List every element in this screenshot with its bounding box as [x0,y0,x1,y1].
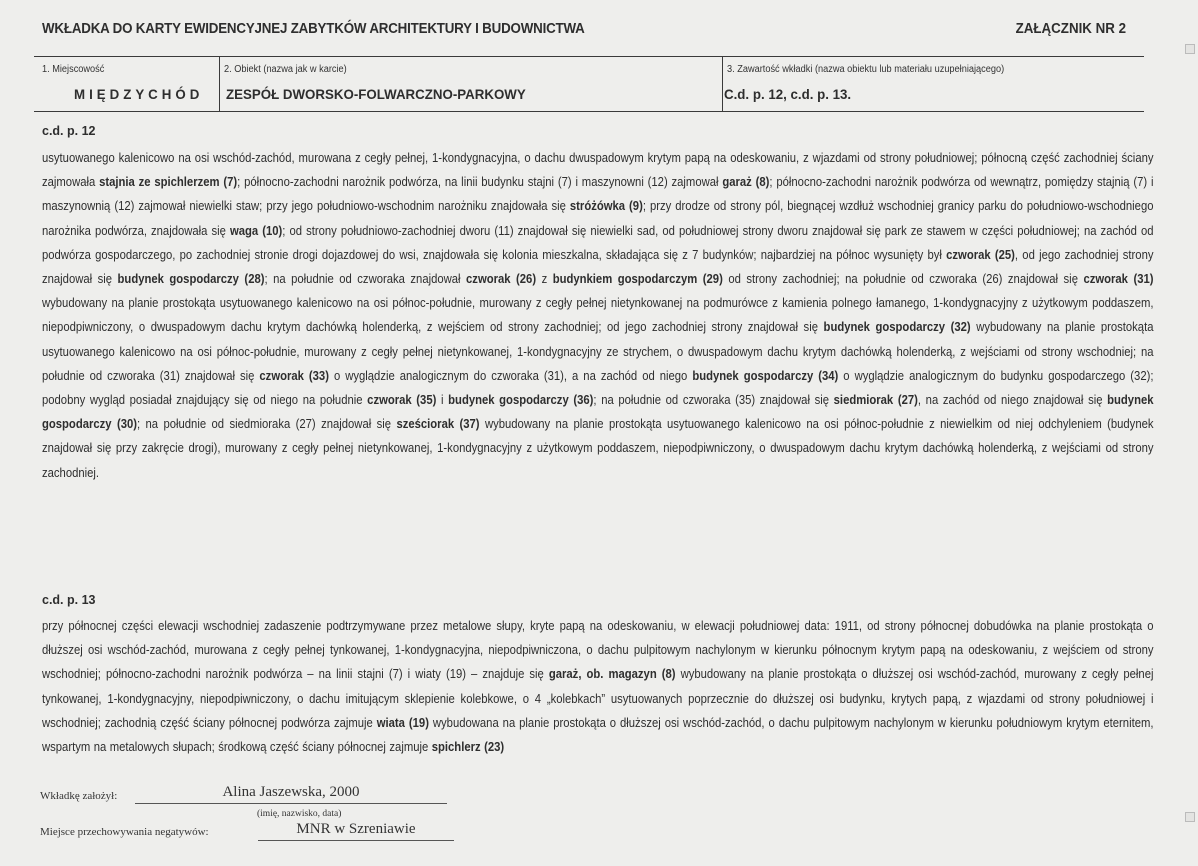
section-text-run: z [536,271,553,287]
field-divider-1 [219,56,220,111]
section-text-run: wybudowany na planie prostokąta usytuowanego kalenicowo na osi północ-południe z niewielkim od niej odchyleniem (budynek znajdował się przy zakręcie drogi), murowany z cegły pełnej nietynkowanej, 1-kondygnacyjny z użytkowym poddaszem, niepodpiwniczony, o dwuspadowym dachu krytym dachówką holenderką, z wejściami od strony zachodniej. [42,416,1154,480]
header-top-rule [34,56,1144,57]
section-text-run: ; na południe od siedmioraka (27) znajdował się [136,416,397,432]
highlighted-building-name: wiata (19) [376,714,429,730]
section-text-run: , od jego zachodniej strony znajdował się [42,246,1154,287]
section-text-run: wybudowany na planie prostokąta usytuowanego kalenicowo na osi północ-południe, murowany z cegły pełnej nietynkowanej, 1-kondygnacyjny ze strychem, o dwuspadowym dachu krytym dachówką holenderką, z wejściami od strony wschodniej; na południe od czworaka (31) znajdował się [42,319,1154,383]
highlighted-building-name: spichlerz (23) [431,739,505,755]
object-value: ZESPÓŁ DWORSKO-FOLWARCZNO-PARKOWY [226,86,526,102]
section-text-run: ; północno-zachodni narożnik podwórza, na linii budynku stajni (7) i maszynowni (12) zajmował [237,174,723,190]
highlighted-building-name: budynek gospodarczy (28) [117,271,265,287]
contents-value: C.d. p. 12, c.d. p. 13. [724,86,852,102]
object-label: 2. Obiekt (nazwa jak w karcie) [224,64,347,75]
author-note: (imię, nazwisko, data) [257,809,342,819]
scan-edge-mark [1185,812,1195,822]
author-underline [135,803,447,804]
section-text-run: ; od strony południowo-zachodniej dworu (11) znajdował się niewielki sad, od południowej strony dworu znajdował się park ze stawem w części południowej; na zachód od podwórza gospodarczego, po zachodniej stronie drogi dojazdowej do wsi, znajdowała się kolonia mieszkalna, składająca się z 7 budynków; najbardziej na północ wysunięty był [42,222,1154,262]
section-text-run: usytuowanego kalenicowo na osi wschód-zachód, murowana z cegły pełnej, 1-kondygnacyjna, o dachu dwuspadowym krytym papą na odeskowaniu, z wjazdami od strony południowej; północną część zachodniej ściany zajmowała [42,150,1154,190]
highlighted-building-name: waga (10) [229,222,283,238]
section-heading: c.d. p. 13 [42,593,96,607]
author-label: Wkładkę założył: [40,790,118,802]
highlighted-building-name: budynek gospodarczy (30) [42,392,1154,432]
highlighted-building-name: budynek gospodarczy (34) [692,367,839,383]
highlighted-building-name: czworak (25) [946,246,1015,262]
section-heading: c.d. p. 12 [42,124,96,138]
highlighted-building-name: budynek gospodarczy (32) [823,319,971,335]
section-text-run: ; na południe od czworaka (35) znajdował się [593,392,834,408]
highlighted-building-name: czworak (26) [466,271,537,287]
field-divider-2 [722,56,723,111]
document-title: WKŁADKA DO KARTY EWIDENCYJNEJ ZABYTKÓW ARCHITEKTURY I BUDOWNICTWA [42,21,585,37]
highlighted-building-name: garaż, ob. magazyn (8) [548,666,676,682]
highlighted-building-name: sześciorak (37) [396,416,480,432]
storage-label: Miejsce przechowywania negatywów: [40,826,209,838]
section-text-run: wybudowany na planie prostokąta usytuowanego kalenicowo na osi północ-południe, murowany z cegły pełnej nietynkowanej na podmurówce z kamienia polnego łamanego, 1-kondygnacyjny z użytkowym poddaszem, niepodpiwniczony, o dwuspadowym dachu krytym dachówką holenderką, z wejściem od strony zachodniej; od jego zachodniej strony znajdował się [42,295,1154,335]
section-text-run: ; na południe od czworaka znajdował [264,271,467,287]
town-value: MIĘDZYCHÓD [74,86,204,102]
highlighted-building-name: budynek gospodarczy (36) [448,392,594,408]
highlighted-building-name: czworak (35) [367,392,437,408]
scan-edge-mark [1185,44,1195,54]
section-text [42,614,1154,759]
storage-underline [258,840,454,841]
highlighted-building-name: stajnia ze spichlerzem (7) [99,174,238,190]
section-text-run: od strony zachodniej; na południe od czworaka (26) znajdował się [722,271,1084,287]
annex-number: ZAŁĄCZNIK NR 2 [1015,21,1126,37]
highlighted-building-name: budynkiem gospodarczym (29) [552,271,723,287]
highlighted-building-name: siedmiorak (27) [833,392,918,408]
contents-label: 3. Zawartość wkładki (nazwa obiektu lub materiału uzupełniającego) [727,64,1005,75]
section-text-run: o wyglądzie analogicznym do czworaka (31), a na zachód od niego [328,367,693,383]
section-text-run: wybudowany na planie prostokąta o dłuższej osi wschód-zachód, murowany z cegły pełnej tynkowanej, 1-kondygnacyjny, niepodpiwniczony, o dachu imitującym sklepienie kolebkowe, o 4 „kolebkach” usytuowanych poprzecznie do dłuższej osi budynku, krytych papą, z wjazdami od strony południowej i wschodniej; zachodnią część ściany północnej podwórza zajmuje [42,666,1154,730]
author-value: Alina Jaszewska, 2000 [222,784,360,800]
section-text-run: , na zachód od niego znajdował się [917,392,1108,408]
highlighted-building-name: czworak (31) [1083,271,1154,287]
section-text [42,146,1154,485]
section-text-run: i [436,392,449,408]
header-bottom-rule [34,111,1144,112]
section-text-run: ; przy drodze od strony pól, biegnącej wzdłuż wschodniej granicy parku do południowo-wschodniego narożnika podwórza, znajdowała się [42,198,1154,238]
section-text-run: wybudowana na planie prostokąta o dłuższej osi wschód-zachód, o dachu pulpitowym nachylonym w kierunku południowym krytym eternitem, wspartym na metalowych słupach; środkową część ściany północnej zajmuje [42,714,1154,755]
highlighted-building-name: stróżówka (9) [569,198,643,214]
highlighted-building-name: garaż (8) [722,174,770,190]
storage-value: MNR w Szreniawie [296,821,416,837]
town-label: 1. Miejscowość [42,64,105,75]
highlighted-building-name: czworak (33) [259,367,329,383]
section-text-run: przy północnej części elewacji wschodniej zadaszenie podtrzymywane przez metalowe słupy, kryte papą na odeskowaniu, w elewacji południowej data: 1911, od strony północnej dobudówka na planie prostokąta o dłuższej osi wschód-zachód, murowana z cegły pełnej tynkowanej, 1-kondygnacyjna, niepodpiwniczona, o dachu pulpitowym nachylonym w kierunku północnym krytym papą na odeskowaniu, z wejściem od strony wschodniej; północno-zachodni narożnik podwórza – na linii stajni (7) i wiaty (19) – znajduje się [42,618,1154,682]
section-text-run: ; północno-zachodni narożnik podwórza od wewnątrz, pomiędzy stajnią (7) i maszynownią (12) zajmował niewielki staw; przy jego południowo-wschodnim narożniku znajdowała się [42,174,1154,214]
section-text-run: o wyglądzie analogicznym do budynku gospodarczego (32); podobny wygląd posiadał znajdujący się od niego na południe [42,367,1154,408]
